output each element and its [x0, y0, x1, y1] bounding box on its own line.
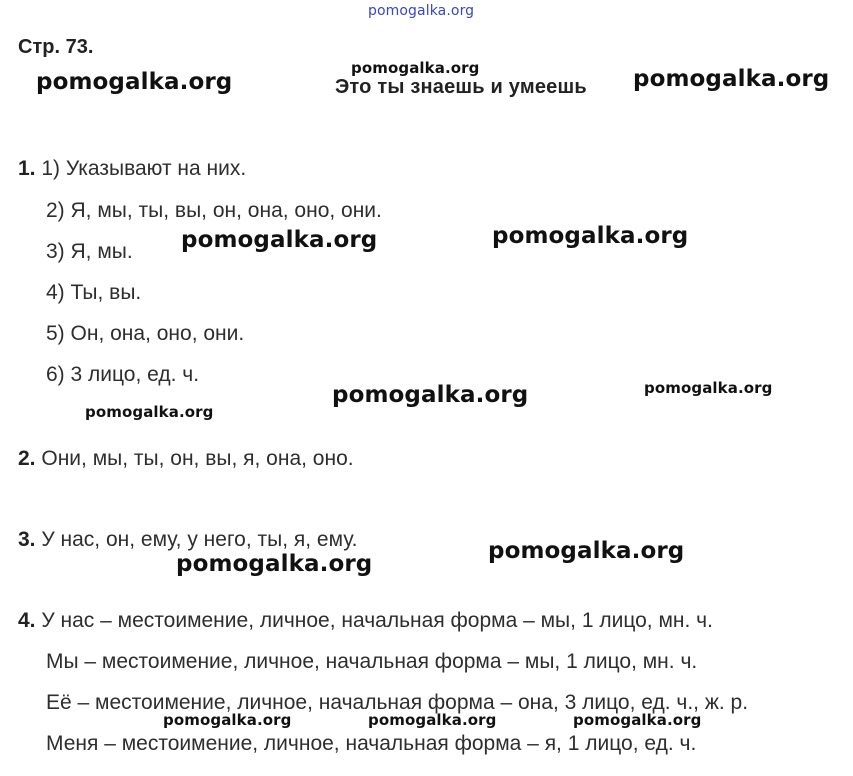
- watermark: pomogalka.org: [488, 538, 685, 564]
- watermark: pomogalka.org: [163, 711, 292, 729]
- task-4-item: Меня – местоимение, личное, начальная форма – я, 1 лицо, ед. ч.: [46, 732, 697, 755]
- watermark: pomogalka.org: [176, 551, 373, 577]
- task-1-item: 3) Я, мы.: [46, 240, 133, 263]
- watermark: pomogalka.org: [633, 66, 830, 92]
- section-title: Это ты знаешь и умеешь: [335, 76, 587, 98]
- task-4-item: Её – местоимение, личное, начальная форма – она, 3 лицо, ед. ч., ж. р.: [46, 691, 749, 714]
- task-3-text: У нас, он, ему, у него, ты, я, ему.: [41, 528, 358, 551]
- watermark: pomogalka.org: [492, 223, 689, 249]
- task-4-line-1: [18, 609, 713, 633]
- task-2-text: Они, мы, ты, он, вы, я, она, оно.: [41, 447, 354, 470]
- task-1-item: 1) Указывают на них.: [41, 157, 247, 180]
- watermark: pomogalka.org: [573, 711, 702, 729]
- task-1-item: 6) 3 лицо, ед. ч.: [46, 363, 200, 386]
- watermark: pomogalka.org: [332, 382, 529, 408]
- task-2-number: 2.: [18, 447, 36, 470]
- page-number: Стр. 73.: [18, 36, 94, 58]
- task-4-number: 4.: [18, 609, 36, 632]
- task-1-line-1: [18, 157, 246, 181]
- watermark: pomogalka.org: [36, 69, 233, 95]
- task-3: [18, 528, 358, 552]
- task-1-item: 5) Он, она, оно, они.: [46, 322, 245, 345]
- task-1-number: 1.: [18, 157, 36, 180]
- watermark: pomogalka.org: [644, 379, 773, 397]
- top-watermark: pomogalka.org: [368, 3, 475, 19]
- task-4-item: У нас – местоимение, личное, начальная форма – мы, 1 лицо, мн. ч.: [41, 609, 713, 632]
- watermark: pomogalka.org: [351, 59, 480, 77]
- task-1-item: 2) Я, мы, ты, вы, он, она, оно, они.: [46, 199, 382, 222]
- watermark: pomogalka.org: [181, 227, 378, 253]
- task-3-number: 3.: [18, 528, 36, 551]
- watermark: pomogalka.org: [368, 711, 497, 729]
- task-2: [18, 447, 354, 471]
- task-1-item: 4) Ты, вы.: [46, 281, 142, 304]
- watermark: pomogalka.org: [85, 403, 214, 421]
- task-4-item: Мы – местоимение, личное, начальная форма – мы, 1 лицо, мн. ч.: [46, 650, 698, 673]
